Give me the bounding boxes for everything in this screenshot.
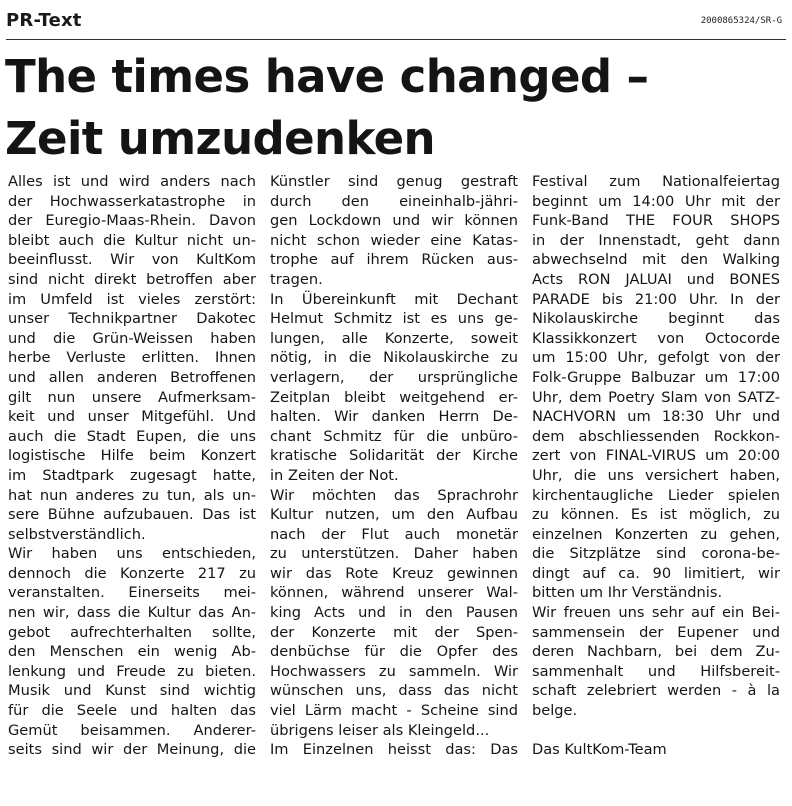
headline-line-1: The times have changed –	[5, 50, 649, 103]
text-line: PARADE bis 21:00 Uhr. In der	[532, 290, 780, 308]
text-line: lenkung und Freude zu bieten.	[8, 662, 256, 680]
text-line: sind nicht direkt betroffen aber	[8, 270, 256, 288]
text-line: nen wir, dass die Kultur das An-	[8, 604, 256, 622]
text-line: bleibt auch die Kultur nicht un-	[8, 231, 256, 249]
text-line: Wir möchten das Sprachrohr	[270, 486, 518, 504]
text-line: Musik und Kunst sind wichtig	[8, 682, 256, 700]
text-line: unser Technikpartner Dakotec	[8, 310, 256, 328]
top-bar	[6, 10, 786, 36]
text-line: und allen anderen Betroffenen	[8, 368, 256, 386]
text-line: und die Grün-Weissen haben	[8, 329, 256, 347]
text-line: Funk-Band THE FOUR SHOPS	[532, 212, 780, 230]
text-line	[532, 721, 780, 741]
text-line: in Zeiten der Not.	[270, 466, 399, 484]
text-line: denbüchse für die Opfer des	[270, 643, 518, 661]
text-line: die Sitzplätze sind corona-be-	[532, 545, 780, 563]
text-line: dennoch die Konzerte 217 zu	[8, 564, 256, 582]
text-line: in der Innenstadt, geht dann	[532, 231, 780, 249]
text-line: king Acts und in den Pausen	[270, 604, 518, 622]
text-line: gebot aufrechterhalten sollte,	[8, 623, 256, 641]
text-line: NACHVORN um 18:30 Uhr und	[532, 408, 780, 426]
text-line: schaft zelebriert werden - à la	[532, 682, 780, 700]
text-line: Hochwassers zu sammeln. Wir	[270, 662, 518, 680]
text-line: im Stadtpark zugesagt hatte,	[8, 466, 256, 484]
article-column-2	[270, 172, 518, 802]
text-line: Folk-Gruppe Balbuzar um 17:00	[532, 368, 780, 386]
text-line: gilt nun unsere Aufmerksam-	[8, 388, 256, 406]
text-line: deren Nachbarn, bei dem Zu-	[532, 643, 780, 661]
text-line: gen Lockdown und wir können	[270, 212, 518, 230]
document-code: 2000865324/SR-G	[700, 16, 782, 26]
text-line: können, während unserer Wal-	[270, 584, 518, 602]
text-line: lungen, alle Konzerte, soweit	[270, 329, 518, 347]
text-line: Helmut Schmitz ist es uns ge-	[270, 310, 518, 328]
text-line: chant Schmitz für die unbüro-	[270, 427, 518, 445]
text-line: tragen.	[270, 270, 323, 288]
section-label: PR-Text	[6, 10, 82, 31]
text-line: Uhr, die uns versichert haben,	[532, 466, 780, 484]
text-line: Acts RON JALUAI und BONES	[532, 270, 780, 288]
headline-line-2: Zeit umzudenken	[5, 112, 435, 165]
text-line: kirchentaugliche Lieder spielen	[532, 486, 780, 504]
text-line: Das KultKom-Team	[532, 741, 667, 759]
text-line: Gemüt beisammen. Anderer-	[8, 721, 256, 739]
text-line: logistische Hilfe beim Konzert	[8, 447, 256, 465]
text-line: halten. Wir danken Herrn De-	[270, 408, 518, 426]
text-line: wünschen uns, dass das nicht	[270, 682, 518, 700]
text-line: dingt auf ca. 90 limitiert, wir	[532, 564, 780, 582]
text-line: bitten um Ihr Verständnis.	[532, 584, 723, 602]
text-line: Kultur nutzen, um den Aufbau	[270, 506, 518, 524]
article-column-1	[8, 172, 256, 802]
text-line: im Umfeld ist vieles zerstört:	[8, 290, 256, 308]
text-line: wir das Rote Kreuz gewinnen	[270, 564, 518, 582]
text-line: belge.	[532, 702, 578, 720]
text-line: seits sind wir der Meinung, die	[8, 741, 256, 759]
text-line: nötig, in die Nikolauskirche zu	[270, 349, 518, 367]
text-line: der Konzerte mit der Spen-	[270, 623, 518, 641]
text-line: veranstalten. Einerseits mei-	[8, 584, 256, 602]
text-line: den Menschen ein wenig Ab-	[8, 643, 256, 661]
text-line: nicht schon wieder eine Katas-	[270, 231, 518, 249]
text-line: Uhr, dem Poetry Slam von SATZ-	[532, 388, 780, 406]
text-line: auch die Stadt Eupen, die uns	[8, 427, 256, 445]
text-line: herbe Verluste erlitten. Ihnen	[8, 349, 256, 367]
text-line: verlagern, der ursprüngliche	[270, 368, 518, 386]
text-line: übrigens leiser als Kleingeld...	[270, 721, 490, 739]
text-line: Wir haben uns entschieden,	[8, 545, 256, 563]
text-line: Nikolauskirche beginnt das	[532, 310, 780, 328]
text-line: sere Bühne aufzubauen. Das ist	[8, 506, 256, 524]
text-line: nach der Flut auch monetär	[270, 525, 518, 543]
text-line: In Übereinkunft mit Dechant	[270, 290, 518, 308]
text-line: der Euregio-Maas-Rhein. Davon	[8, 212, 256, 230]
text-line: zert von FINAL-VIRUS um 20:00	[532, 447, 780, 465]
text-line: sammensein der Eupener und	[532, 623, 780, 641]
text-line: Wir freuen uns sehr auf ein Bei-	[532, 604, 780, 622]
text-line: der Hochwasserkatastrophe in	[8, 192, 256, 210]
text-line: kratische Solidarität der Kirche	[270, 447, 518, 465]
text-line: beeinflusst. Wir von KultKom	[8, 251, 256, 269]
text-line: zu unterstützen. Daher haben	[270, 545, 518, 563]
article-column-3	[532, 172, 780, 802]
headline	[5, 46, 785, 170]
text-line: Künstler sind genug gestraft	[270, 173, 518, 190]
header-divider	[6, 39, 786, 40]
text-line: dem abschliessenden Rockkon-	[532, 427, 780, 445]
text-line: zu können. Es ist möglich, zu	[532, 506, 780, 524]
text-line: Im Einzelnen heisst das: Das	[270, 741, 518, 759]
text-line: einzelnen Konzerten zu gehen,	[532, 525, 780, 543]
text-line: Alles ist und wird anders nach	[8, 173, 256, 190]
text-line: hat nun anderes zu tun, als un-	[8, 486, 256, 504]
text-line: trophe auf ihrem Rücken aus-	[270, 251, 518, 269]
text-line: sammenhalt und Hilfsbereit-	[532, 662, 780, 680]
text-line: Festival zum Nationalfeiertag	[532, 173, 780, 190]
text-line: für die Seele und halten das	[8, 702, 256, 720]
text-line: Zeitplan bleibt weitgehend er-	[270, 388, 518, 406]
text-line: selbstverständlich.	[8, 525, 146, 543]
text-line: beginnt um 14:00 Uhr mit der	[532, 192, 780, 210]
text-line: durch den eineinhalb-jähri-	[270, 192, 518, 210]
text-line: Klassikkonzert von Octocorde	[532, 329, 780, 347]
text-line: keit und unser Mitgefühl. Und	[8, 408, 256, 426]
text-line: um 15:00 Uhr, gefolgt von der	[532, 349, 780, 367]
text-line: abwechselnd mit den Walking	[532, 251, 780, 269]
text-line: viel Lärm macht - Scheine sind	[270, 702, 518, 720]
